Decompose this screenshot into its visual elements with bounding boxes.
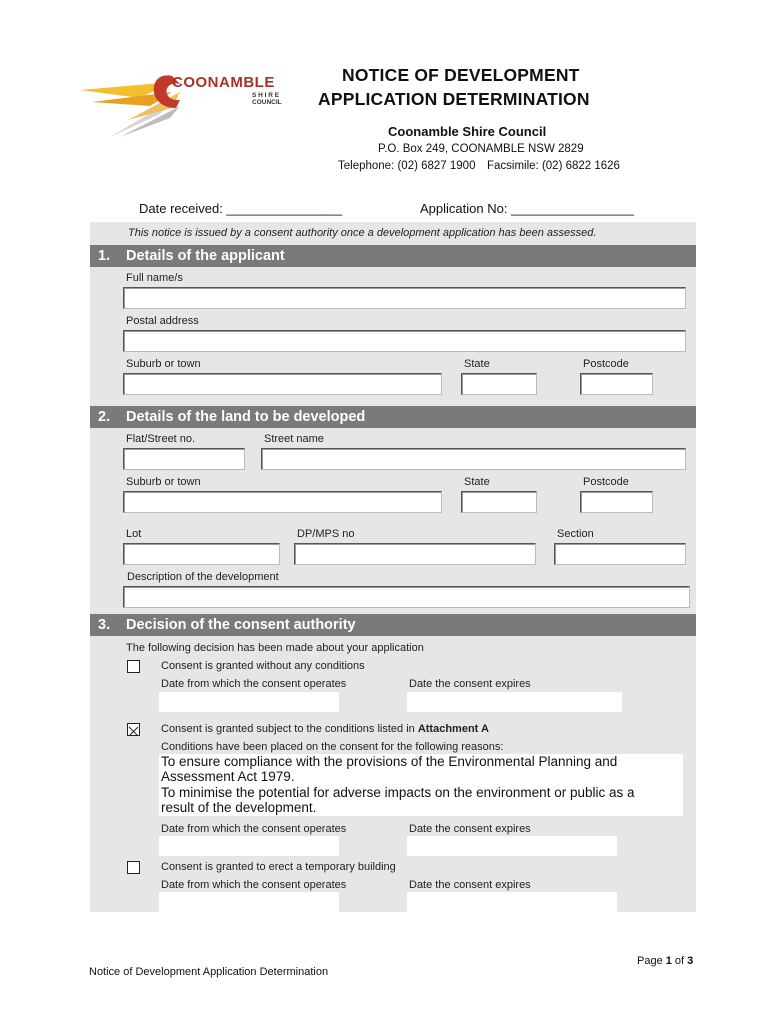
option2-date-from-input[interactable] (159, 836, 339, 856)
option1-date-expires-input[interactable] (407, 692, 622, 712)
option3-date-expires-label: Date the consent expires (409, 879, 531, 891)
postal-address-label: Postal address (126, 315, 199, 327)
page-of: of (671, 955, 688, 967)
option2-date-expires-input[interactable] (407, 836, 617, 856)
section-2-title: Details of the land to be developed (126, 409, 366, 425)
full-name-label: Full name/s (126, 272, 183, 284)
council-name: Coonamble Shire Council (388, 124, 547, 139)
council-address: P.O. Box 249, COONAMBLE NSW 2829 (378, 143, 584, 155)
dp-mps-label: DP/MPS no (297, 528, 355, 540)
page-total: 3 (687, 955, 694, 967)
section-3-number: 3. (98, 617, 111, 633)
section-1-number: 1. (98, 248, 111, 264)
page-title-line2: APPLICATION DETERMINATION (318, 89, 590, 109)
section-2-header (90, 406, 696, 428)
option3-checkbox[interactable] (127, 861, 140, 874)
applicant-suburb-input[interactable] (123, 373, 442, 395)
option3-date-expires-input[interactable] (407, 892, 617, 912)
reason-line-2: Assessment Act 1979. (161, 769, 295, 784)
council-telephone: Telephone: (02) 6827 1900 (338, 160, 476, 172)
land-suburb-input[interactable] (123, 491, 442, 513)
section-no-label: Section (557, 528, 594, 540)
applicant-postcode-input[interactable] (580, 373, 653, 395)
option1-date-from-label: Date from which the consent operates (161, 678, 347, 690)
council-logo (80, 62, 295, 142)
section-1-title: Details of the applicant (126, 248, 285, 264)
council-facsimile: Facsimile: (02) 6822 1626 (487, 160, 620, 172)
reason-line-3: To minimise the potential for adverse impacts on the environment or public as a (161, 785, 635, 800)
dp-mps-input[interactable] (294, 543, 536, 565)
land-suburb-label: Suburb or town (126, 476, 201, 488)
option3-date-from-label: Date from which the consent operates (161, 879, 347, 891)
flat-street-no-input[interactable] (123, 448, 245, 470)
page-prefix: Page (637, 955, 666, 967)
page-number (637, 955, 693, 967)
section-3-header (90, 614, 696, 636)
land-postcode-input[interactable] (580, 491, 653, 513)
page-current: 1 (665, 955, 672, 967)
option3-date-from-input[interactable] (159, 892, 339, 912)
checkbox-cross-icon (128, 726, 139, 737)
option1-label: Consent is granted without any conditions (161, 660, 365, 672)
option2-date-expires-label: Date the consent expires (409, 823, 531, 835)
section-no-input[interactable] (554, 543, 686, 565)
applicant-suburb-label: Suburb or town (126, 358, 201, 370)
street-name-label: Street name (264, 433, 324, 445)
section-2-number: 2. (98, 409, 111, 425)
reason-line-4: result of the development. (161, 800, 317, 815)
logo-shire-text: S H I R E (252, 92, 280, 99)
logo-council-text: COUNCIL (252, 99, 282, 106)
development-description-label: Description of the development (127, 571, 279, 583)
option1-date-expires-label: Date the consent expires (409, 678, 531, 690)
footer-doc-title: Notice of Development Application Determination (89, 966, 329, 978)
reason-line-1: To ensure compliance with the provisions of the Environmental Planning and (161, 754, 618, 769)
option1-checkbox[interactable] (127, 660, 140, 673)
section-3-title: Decision of the consent authority (126, 617, 356, 633)
option2-date-from-label: Date from which the consent operates (161, 823, 347, 835)
option2-label-text: Consent is granted subject to the conditions listed in (161, 723, 418, 735)
attachment-a-label: Attachment A (417, 723, 489, 735)
land-postcode-label: Postcode (583, 476, 629, 488)
decision-intro: The following decision has been made about your application (126, 642, 424, 654)
full-name-input[interactable] (123, 287, 686, 309)
land-state-input[interactable] (461, 491, 537, 513)
applicant-postcode-label: Postcode (583, 358, 629, 370)
postal-address-input[interactable] (123, 330, 686, 352)
street-name-input[interactable] (261, 448, 686, 470)
option3-label: Consent is granted to erect a temporary building (161, 861, 396, 873)
date-received: Date received: ________________ (139, 201, 343, 216)
section-1-header (90, 245, 696, 267)
option1-date-from-input[interactable] (159, 692, 339, 712)
option2-label (161, 723, 489, 735)
flat-street-no-label: Flat/Street no. (126, 433, 196, 445)
lot-input[interactable] (123, 543, 280, 565)
logo-wordmark: COONAMBLE (172, 74, 275, 91)
land-state-label: State (464, 476, 490, 488)
applicant-state-input[interactable] (461, 373, 537, 395)
page-title-line1: NOTICE OF DEVELOPMENT (342, 65, 580, 85)
applicant-state-label: State (464, 358, 490, 370)
development-description-input[interactable] (123, 586, 690, 608)
application-no: Application No: _________________ (420, 201, 634, 216)
notice-text: This notice is issued by a consent authority once a development application has been assessed. (128, 227, 597, 239)
lot-label: Lot (126, 528, 142, 540)
option2-checkbox[interactable] (127, 723, 140, 736)
reasons-textarea[interactable] (159, 754, 683, 816)
reasons-label: Conditions have been placed on the consent for the following reasons: (161, 741, 504, 753)
